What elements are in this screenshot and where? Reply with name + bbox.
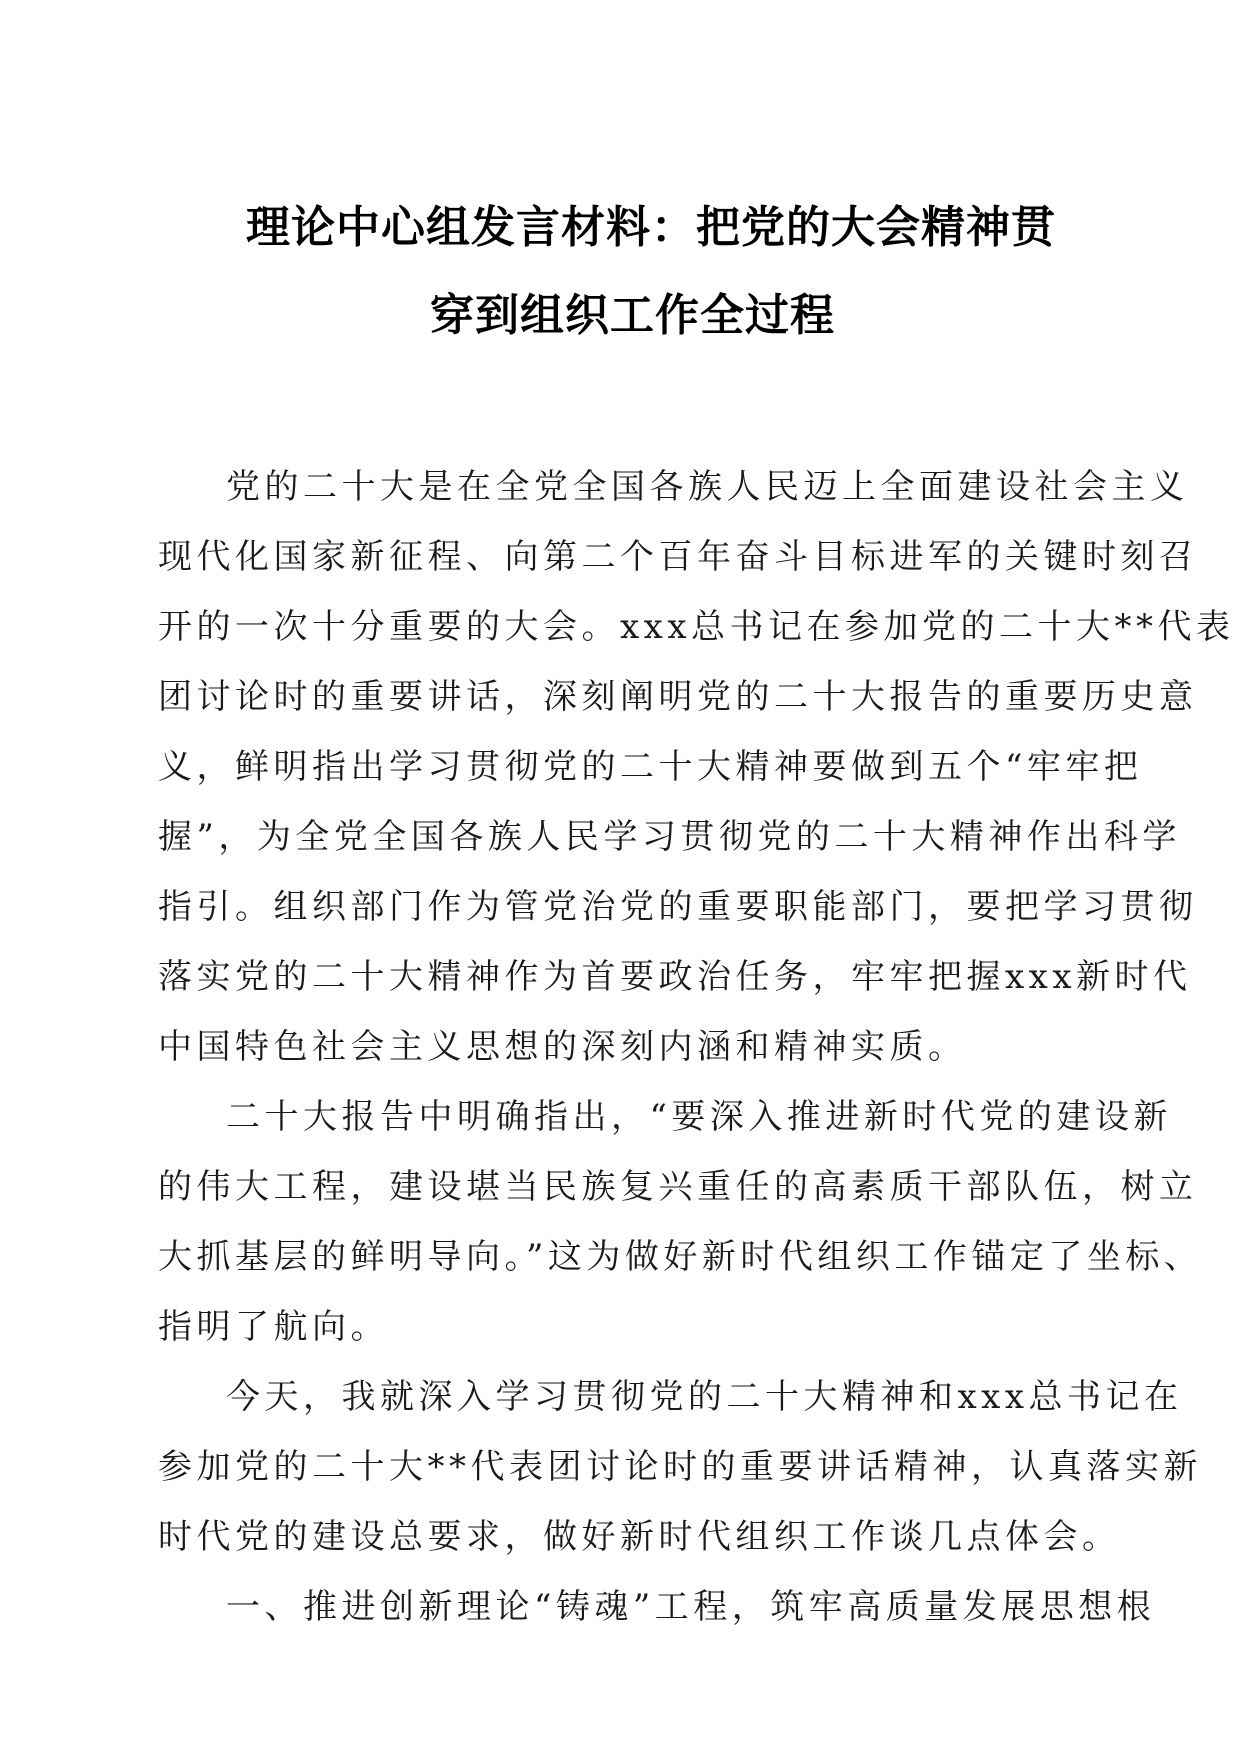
paragraph-2-line-1: 二十大报告中明确指出，“要深入推进新时代党的建设新 (226, 1097, 1172, 1137)
paragraph-1-line-4: 团讨论时的重要讲话，深刻阐明党的二十大报告的重要历史意 (158, 677, 1198, 717)
document-body (158, 452, 1235, 1642)
paragraph-1-line-3: 开的一次十分重要的大会。xxx总书记在参加党的二十大**代表 (158, 607, 1235, 647)
paragraph-3-line-1: 今天，我就深入学习贯彻党的二十大精神和xxx总书记在 (226, 1377, 1183, 1417)
paragraph-1-line-9: 中国特色社会主义思想的深刻内涵和精神实质。 (158, 1027, 967, 1067)
paragraph-2-line-2: 的伟大工程，建设堪当民族复兴重任的高素质干部队伍，树立 (158, 1167, 1198, 1207)
paragraph-3-line-3: 时代党的建设总要求，做好新时代组织工作谈几点体会。 (158, 1517, 1121, 1557)
paragraph-1-line-7: 指引。组织部门作为管党治党的重要职能部门，要把学习贯彻 (158, 887, 1198, 927)
paragraph-1-line-8: 落实党的二十大精神作为首要政治任务，牢牢把握xxx新时代 (158, 957, 1192, 997)
document-title-line-1: 理论中心组发言材料：把党的大会精神贯 (246, 202, 1056, 253)
paragraph-1-line-5: 义，鲜明指出学习贯彻党的二十大精神要做到五个“牢牢把 (158, 747, 1143, 787)
paragraph-1-line-1: 党的二十大是在全党全国各族人民迈上全面建设社会主义 (226, 467, 1189, 507)
paragraph-2-line-3: 大抓基层的鲜明导向。”这为做好新时代组织工作锚定了坐标、 (158, 1237, 1203, 1277)
paragraph-2-line-4: 指明了航向。 (158, 1307, 389, 1347)
paragraph-1-line-6: 握”，为全党全国各族人民学习贯彻党的二十大精神作出科学 (158, 817, 1181, 857)
paragraph-1-line-2: 现代化国家新征程、向第二个百年奋斗目标进军的关键时刻召 (158, 537, 1198, 577)
document-title-line-2: 穿到组织工作全过程 (430, 290, 835, 341)
section-heading-1: 一、推进创新理论“铸魂”工程，筑牢高质量发展思想根 (226, 1587, 1156, 1627)
paragraph-3-line-2: 参加党的二十大**代表团讨论时的重要讲话精神，认真落实新 (158, 1447, 1202, 1487)
